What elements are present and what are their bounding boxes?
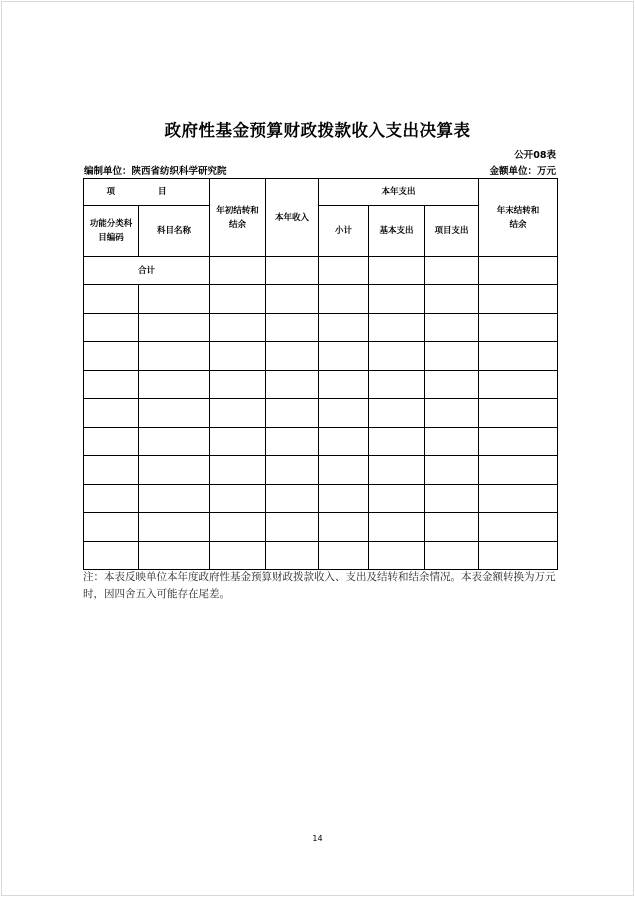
cell-func-code: [84, 370, 139, 399]
cell-basic-expense: [369, 427, 425, 456]
cell-begin-balance: [210, 313, 266, 342]
header-subtotal: 小计: [319, 206, 369, 257]
cell-project-expense: [425, 427, 479, 456]
cell-basic-expense: [369, 285, 425, 314]
cell-basic-expense: [369, 456, 425, 485]
cell-end-balance: [479, 399, 558, 428]
table-row: [84, 484, 558, 513]
cell-end-balance: [479, 456, 558, 485]
cell-subtotal: [319, 370, 369, 399]
table-row: [84, 313, 558, 342]
cell-income: [266, 513, 319, 542]
cell-subtotal: [319, 427, 369, 456]
cell-func-code: [84, 541, 139, 570]
cell-income: [266, 541, 319, 570]
table-row: [84, 399, 558, 428]
cell-subtotal: [319, 456, 369, 485]
cell-project-expense: [425, 342, 479, 371]
cell-income: [266, 342, 319, 371]
header-basic-expense: 基本支出: [369, 206, 425, 257]
cell-subtotal: [319, 285, 369, 314]
cell-subject-name: [139, 427, 210, 456]
cell-begin-balance: [210, 342, 266, 371]
cell-end-balance: [479, 484, 558, 513]
cell-subject-name: [139, 370, 210, 399]
total-end-balance: [479, 257, 558, 285]
cell-income: [266, 427, 319, 456]
cell-end-balance: [479, 285, 558, 314]
cell-begin-balance: [210, 427, 266, 456]
cell-subject-name: [139, 285, 210, 314]
table-row: [84, 285, 558, 314]
cell-end-balance: [479, 370, 558, 399]
cell-subtotal: [319, 484, 369, 513]
cell-subtotal: [319, 513, 369, 542]
cell-end-balance: [479, 541, 558, 570]
cell-subject-name: [139, 399, 210, 428]
cell-begin-balance: [210, 484, 266, 513]
page-number: 14: [312, 834, 323, 843]
cell-subject-name: [139, 456, 210, 485]
table-row: [84, 456, 558, 485]
cell-subject-name: [139, 342, 210, 371]
fund-budget-table: [83, 178, 558, 570]
table-row: [84, 541, 558, 570]
cell-basic-expense: [369, 342, 425, 371]
cell-income: [266, 313, 319, 342]
total-label: 合计: [84, 257, 210, 285]
cell-project-expense: [425, 456, 479, 485]
cell-project-expense: [425, 541, 479, 570]
cell-func-code: [84, 399, 139, 428]
cell-project-expense: [425, 513, 479, 542]
cell-project-expense: [425, 285, 479, 314]
cell-income: [266, 484, 319, 513]
header-item: 项 目: [84, 179, 210, 206]
header-begin-balance: 年初结转和结余: [210, 179, 266, 257]
total-project-expense: [425, 257, 479, 285]
cell-basic-expense: [369, 513, 425, 542]
cell-end-balance: [479, 513, 558, 542]
cell-begin-balance: [210, 513, 266, 542]
table-number: 公开08表: [514, 150, 556, 161]
header-income: 本年收入: [266, 179, 319, 257]
cell-func-code: [84, 456, 139, 485]
table-row: [84, 370, 558, 399]
cell-basic-expense: [369, 484, 425, 513]
total-subtotal: [319, 257, 369, 285]
total-begin-balance: [210, 257, 266, 285]
total-row: [84, 257, 558, 285]
amount-unit: 金额单位：万元: [489, 166, 556, 177]
cell-func-code: [84, 513, 139, 542]
cell-func-code: [84, 427, 139, 456]
cell-project-expense: [425, 370, 479, 399]
cell-income: [266, 285, 319, 314]
cell-subtotal: [319, 399, 369, 428]
table-row: [84, 427, 558, 456]
cell-subject-name: [139, 513, 210, 542]
cell-end-balance: [479, 342, 558, 371]
cell-basic-expense: [369, 399, 425, 428]
cell-begin-balance: [210, 456, 266, 485]
header-end-balance: 年末结转和结余: [479, 179, 558, 257]
cell-end-balance: [479, 427, 558, 456]
header-project-expense: 项目支出: [425, 206, 479, 257]
total-income: [266, 257, 319, 285]
table-row: [84, 342, 558, 371]
cell-func-code: [84, 313, 139, 342]
compiling-unit: 编制单位：陕西省纺织科学研究院: [84, 166, 227, 177]
cell-project-expense: [425, 399, 479, 428]
cell-subject-name: [139, 541, 210, 570]
cell-subtotal: [319, 342, 369, 371]
cell-func-code: [84, 285, 139, 314]
cell-subject-name: [139, 313, 210, 342]
cell-project-expense: [425, 313, 479, 342]
cell-func-code: [84, 342, 139, 371]
cell-subtotal: [319, 541, 369, 570]
cell-project-expense: [425, 484, 479, 513]
cell-func-code: [84, 484, 139, 513]
cell-begin-balance: [210, 370, 266, 399]
header-expense: 本年支出: [319, 179, 479, 206]
cell-subject-name: [139, 484, 210, 513]
cell-begin-balance: [210, 399, 266, 428]
cell-income: [266, 399, 319, 428]
document-title: 政府性基金预算财政拨款收入支出决算表: [164, 121, 471, 140]
cell-begin-balance: [210, 285, 266, 314]
cell-basic-expense: [369, 370, 425, 399]
cell-basic-expense: [369, 541, 425, 570]
table-row: [84, 513, 558, 542]
cell-basic-expense: [369, 313, 425, 342]
cell-income: [266, 456, 319, 485]
cell-subtotal: [319, 313, 369, 342]
table-note: 注：本表反映单位本年度政府性基金预算财政拨款收入、支出及结转和结余情况。本表金额转换为万元时，因四舍五入可能存在尾差。: [83, 571, 556, 600]
header-func-code: 功能分类科目编码: [84, 206, 139, 257]
cell-begin-balance: [210, 541, 266, 570]
header-subject-name: 科目名称: [139, 206, 210, 257]
cell-income: [266, 370, 319, 399]
header-row-1: [84, 179, 558, 206]
total-basic-expense: [369, 257, 425, 285]
cell-end-balance: [479, 313, 558, 342]
